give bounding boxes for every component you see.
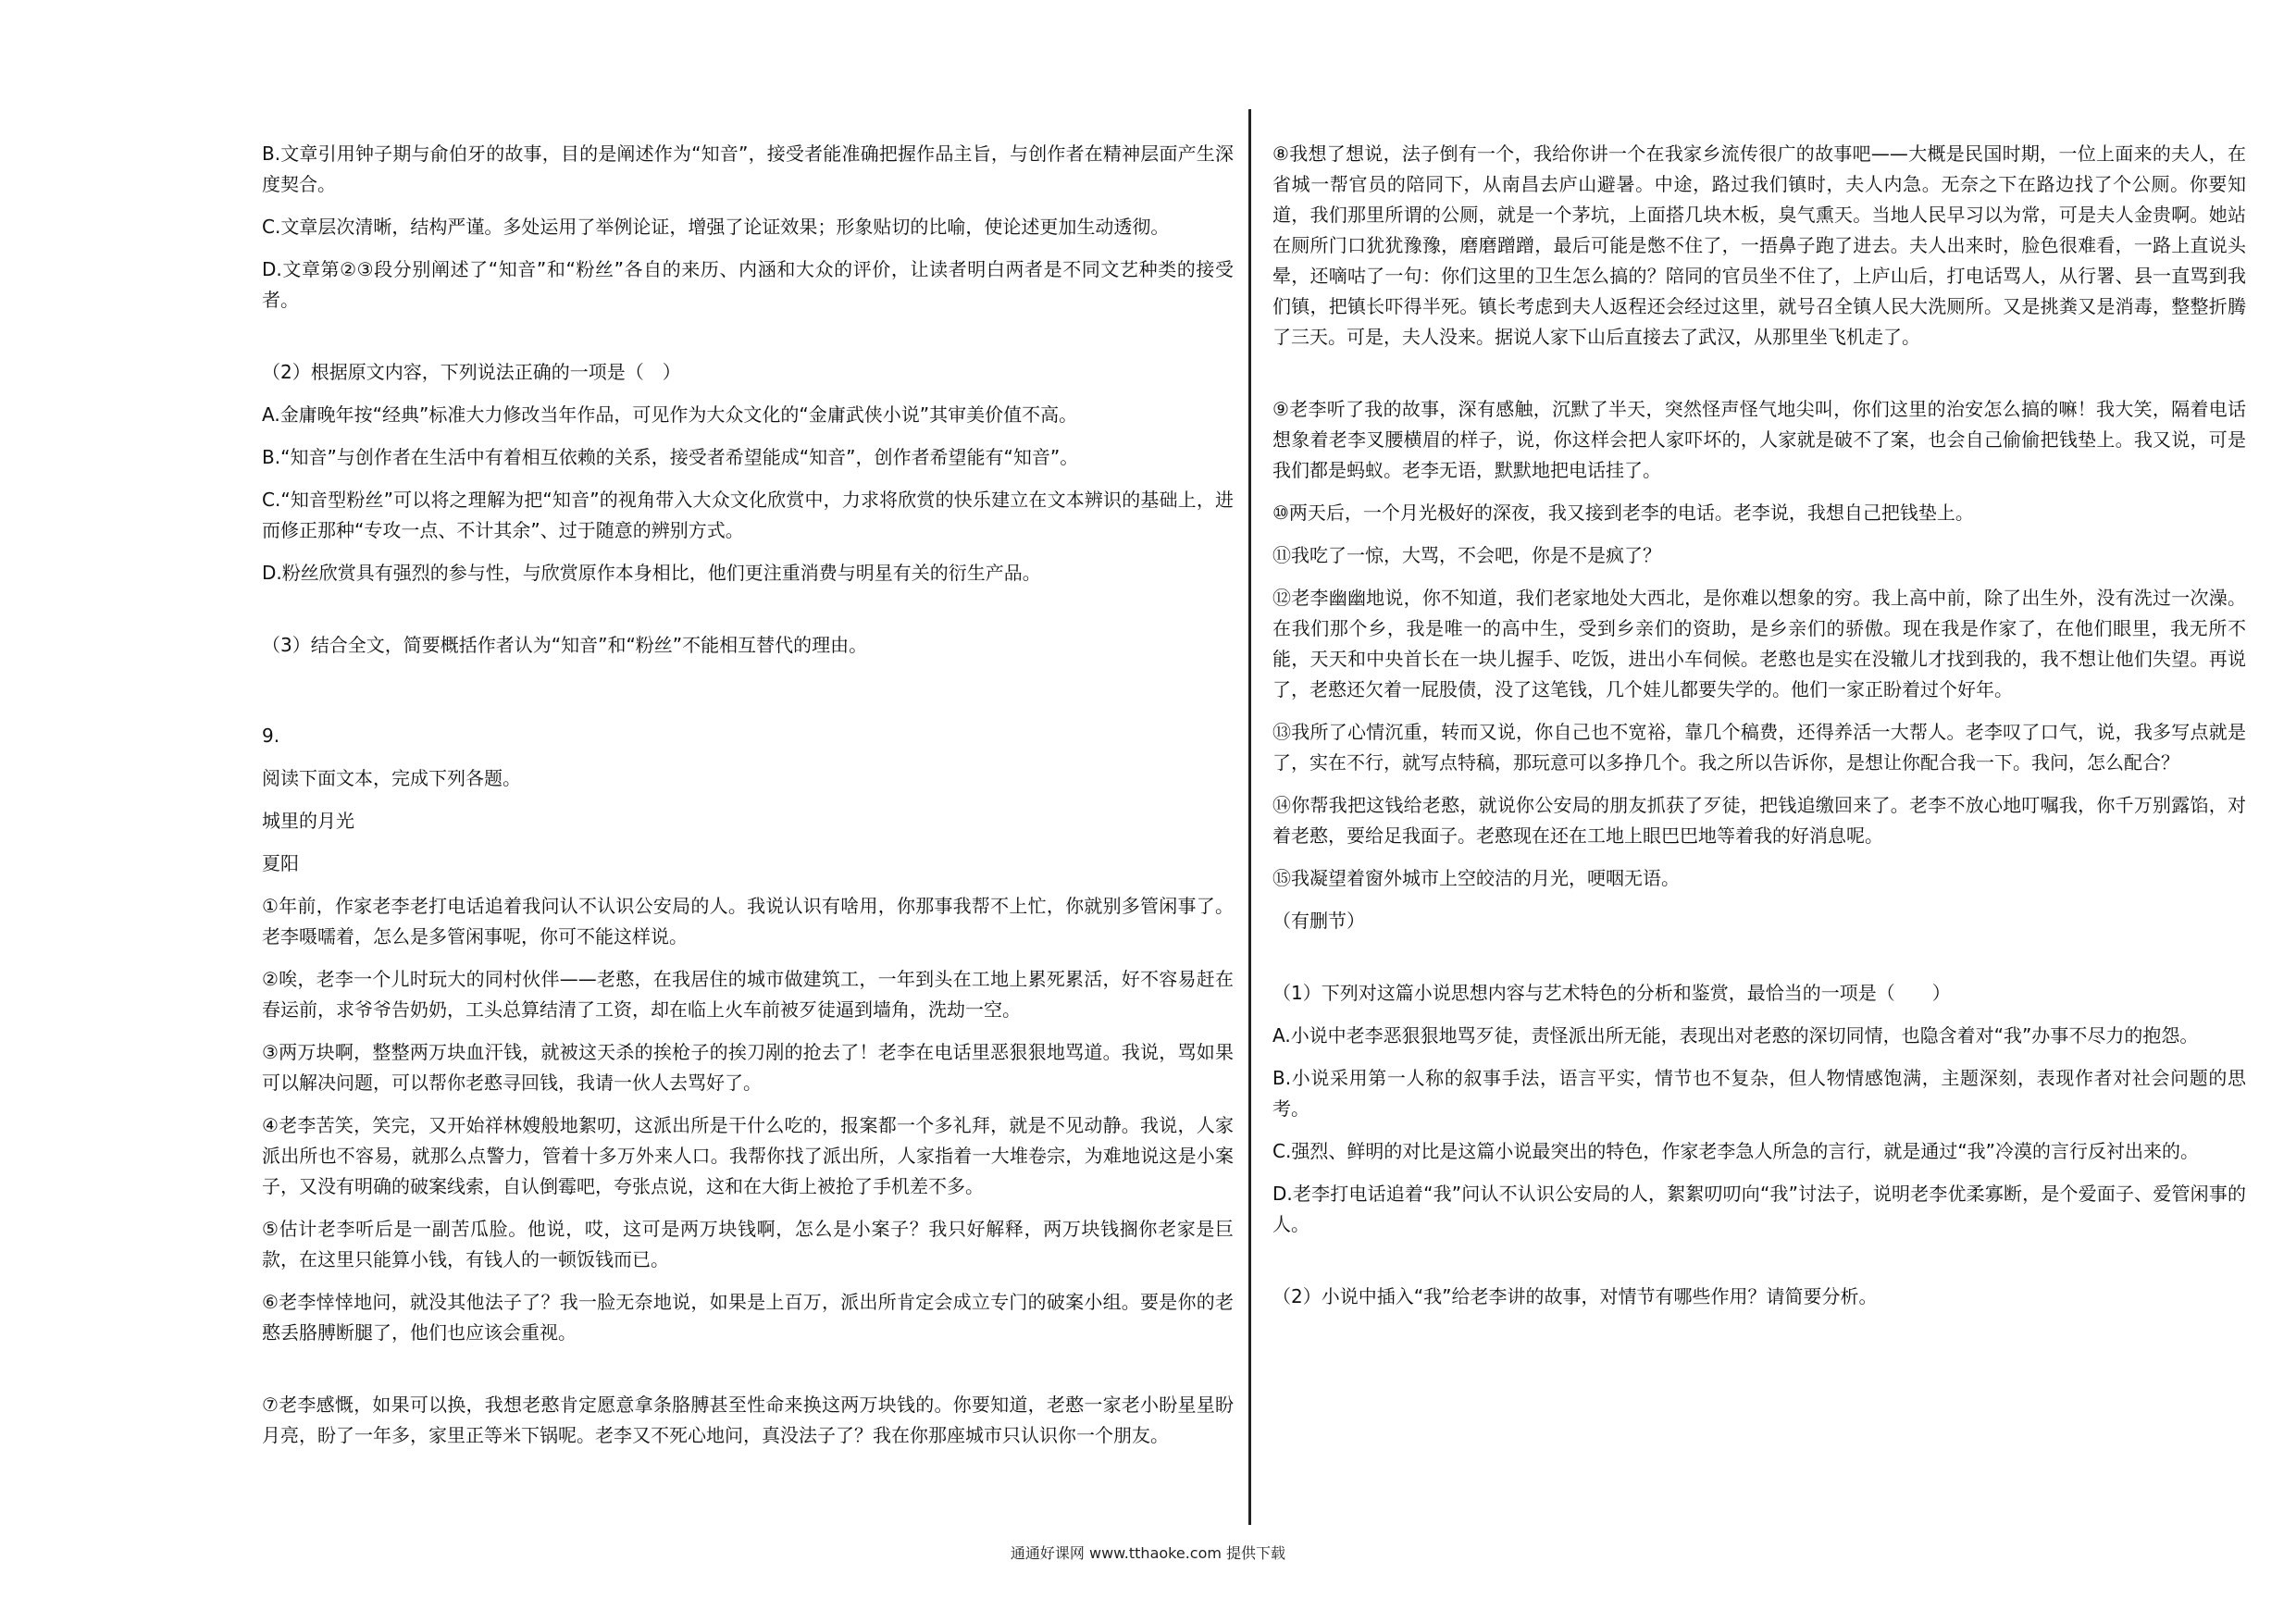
column-divider: [1248, 109, 1251, 1525]
story-paragraph-13: ⑬我所了心情沉重，转而又说，你自己也不宽裕，靠几个稿费，还得养活一大帮人。老李叹了口气，说，我多写点就是了，实在不行，就写点特稿，那玩意可以多挣几个。我之所以告诉你，是想让你配合我一下。我问，怎么配合？: [1272, 721, 2246, 774]
abridged-note: （有删节）: [1272, 910, 1365, 932]
story-paragraph-10: ⑩两天后，一个月光极好的深夜，我又接到老李的电话。老李说，我想自己把钱垫上。: [1272, 502, 1974, 524]
story-paragraph-3: ③两万块啊，整整两万块血汗钱，就被这天杀的挨枪子的挨刀剐的抢去了！老李在电话里恶狠狠地骂道。我说，骂如果可以解决问题，可以帮你老憨寻回钱，我请一伙人去骂好了。: [262, 1041, 1234, 1094]
question-2-stem: （2）根据原文内容，下列说法正确的一项是（ ）: [262, 361, 681, 383]
question-2-option-d: D.粉丝欣赏具有强烈的参与性，与欣赏原作本身相比，他们更注重消费与明星有关的衍生产品。: [262, 562, 1041, 584]
story-paragraph-8: ⑧我想了想说，法子倒有一个，我给你讲一个在我家乡流传很广的故事吧——大概是民国时期，一位上面来的夫人，在省城一帮官员的陪同下，从南昌去庐山避暑。中途，路过我们镇时，夫人内急。无奈之下在路边找了个公厕。你要知道，我们那里所谓的公厕，就是一个茅坑，上面搭几块木板，臭气熏天。当地人民早习以为常，可是夫人金贵啊。她站在厕所门口犹犹豫豫，磨磨蹭蹭，最后可能是憋不住了，一捂鼻子跑了进去。夫人出来时，脸色很难看，一路上直说头晕，还嘀咕了一句：你们这里的卫生怎么搞的？陪同的官员坐不住了，上庐山后，打电话骂人，从行署、县一直骂到我们镇，把镇长吓得半死。镇长考虑到夫人返程还会经过这里，就号召全镇人民大洗厕所。又是挑粪又是消毒，整整折腾了三天。可是，夫人没来。据说人家下山后直接去了武汉，从那里坐飞机走了。: [1272, 142, 2246, 348]
reading-question-1-stem: （1）下列对这篇小说思想内容与艺术特色的分析和鉴赏，最恰当的一项是（ ）: [1272, 982, 1951, 1004]
story-paragraph-6: ⑥老李悻悻地问，就没其他法子了？我一脸无奈地说，如果是上百万，派出所肯定会成立专门的破案小组。要是你的老憨丢胳膊断腿了，他们也应该会重视。: [262, 1291, 1234, 1344]
option-b: B.文章引用钟子期与俞伯牙的故事，目的是阐述作为“知音”，接受者能准确把握作品主旨，与创作者在精神层面产生深度契合。: [262, 142, 1234, 195]
reading-question-2-stem: （2）小说中插入“我”给老李讲的故事，对情节有哪些作用？请简要分析。: [1272, 1285, 1878, 1307]
story-paragraph-9: ⑨老李听了我的故事，深有感触，沉默了半天，突然怪声怪气地尖叫，你们这里的治安怎么搞的嘛！我大笑，隔着电话想象着老李叉腰横眉的样子，说，你这样会把人家吓坏的，人家就是破不了案，也会自己偷偷把钱垫上。我又说，可是我们都是蚂蚁。老李无语，默默地把电话挂了。: [1272, 398, 2246, 481]
story-paragraph-14: ⑭你帮我把这钱给老憨，就说你公安局的朋友抓获了歹徒，把钱追缴回来了。老李不放心地叮嘱我，你千万别露馅，对着老憨，要给足我面子。老憨现在还在工地上眼巴巴地等着我的好消息呢。: [1272, 794, 2246, 847]
question-9-number: 9.: [262, 725, 280, 747]
story-paragraph-15: ⑮我凝望着窗外城市上空皎洁的月光，哽咽无语。: [1272, 867, 1680, 889]
story-paragraph-1: ①年前，作家老李老打电话追着我问认不认识公安局的人。我说认识有啥用，你那事我帮不上忙，你就别多管闲事了。老李嗫嚅着，怎么是多管闲事呢，你可不能这样说。: [262, 895, 1234, 948]
left-column: [262, 139, 1234, 1463]
story-paragraph-7: ⑦老李感慨，如果可以换，我想老憨肯定愿意拿条胳膊甚至性命来换这两万块钱的。你要知道，老憨一家老小盼星星盼月亮，盼了一年多，家里正等米下锅呢。老李又不死心地问，真没法子了？我在你那座城市只认识你一个朋友。: [262, 1394, 1234, 1446]
story-paragraph-11: ⑪我吃了一惊，大骂，不会吧，你是不是疯了？: [1272, 544, 1661, 566]
question-2-option-c: C.“知音型粉丝”可以将之理解为把“知音”的视角带入大众文化欣赏中，力求将欣赏的快乐建立在文本辨识的基础上，进而修正那种“专攻一点、不计其余”、过于随意的辨别方式。: [262, 489, 1234, 541]
question-2-option-b: B.“知音”与创作者在生活中有着相互依赖的关系，接受者希望能成“知音”，创作者希望能有“知音”。: [262, 446, 1079, 468]
reading-question-1-option-b: B.小说采用第一人称的叙事手法，语言平实，情节也不复杂，但人物情感饱满，主题深刻，表现作者对社会问题的思考。: [1272, 1067, 2246, 1120]
question-2-option-a: A.金庸晚年按“经典”标准大力修改当年作品，可见作为大众文化的“金庸武侠小说”其审美价值不高。: [262, 403, 1078, 426]
option-c: C.文章层次清晰，结构严谨。多处运用了举例论证，增强了论证效果；形象贴切的比喻，使论述更加生动透彻。: [262, 216, 1170, 238]
right-column: [1272, 139, 2246, 1324]
reading-question-1-option-a: A.小说中老李恶狠狠地骂歹徒，责怪派出所无能，表现出对老憨的深切同情，也隐含着对“我”办事不尽力的抱怨。: [1272, 1024, 2199, 1047]
page-footer: 通通好课网 www.tthaoke.com 提供下载: [1010, 1544, 1286, 1562]
story-paragraph-4: ④老李苦笑，笑完，又开始祥林嫂般地絮叨，这派出所是干什么吃的，报案都一个多礼拜，就是不见动静。我说，人家派出所也不容易，就那么点警力，管着十多万外来人口。我帮你找了派出所，人家指着一大堆卷宗，为难地说这是小案子，又没有明确的破案线索，自认倒霉吧，夸张点说，这和在大街上被抢了手机差不多。: [262, 1114, 1234, 1197]
story-paragraph-5: ⑤估计老李听后是一副苦瓜脸。他说，哎，这可是两万块钱啊，怎么是小案子？我只好解释，两万块钱搁你老家是巨款，在这里只能算小钱，有钱人的一顿饭钱而已。: [262, 1218, 1234, 1270]
story-author: 夏阳: [262, 852, 299, 874]
reading-question-1-option-c: C.强烈、鲜明的对比是这篇小说最突出的特色，作家老李急人所急的言行，就是通过“我”冷漠的言行反衬出来的。: [1272, 1140, 2200, 1162]
story-paragraph-12: ⑫老李幽幽地说，你不知道，我们老家地处大西北，是你难以想象的穷。我上高中前，除了出生外，没有洗过一次澡。在我们那个乡，我是唯一的高中生，受到乡亲们的资助，是乡亲们的骄傲。现在我是作家了，在他们眼里，我无所不能，天天和中央首长在一块儿握手、吃饭，进出小车伺候。老憨也是实在没辙儿才找到我的，我不想让他们失望。再说了，老憨还欠着一屁股债，没了这笔钱，几个娃儿都要失学的。他们一家正盼着过个好年。: [1272, 587, 2246, 700]
question-3-stem: （3）结合全文，简要概括作者认为“知音”和“粉丝”不能相互替代的理由。: [262, 634, 868, 656]
story-paragraph-2: ②唉，老李一个儿时玩大的同村伙伴——老憨，在我居住的城市做建筑工，一年到头在工地上累死累活，好不容易赶在春运前，求爷爷告奶奶，工头总算结清了工资，却在临上火车前被歹徒逼到墙角，洗劫一空。: [262, 968, 1234, 1021]
reading-question-1-option-d: D.老李打电话追着“我”问认不认识公安局的人，絮絮叨叨向“我”讨法子，说明老李优柔寡断，是个爱面子、爱管闲事的人。: [1272, 1183, 2246, 1235]
question-9-instruction: 阅读下面文本，完成下列各题。: [262, 767, 521, 789]
option-d: D.文章第②③段分别阐述了“知音”和“粉丝”各自的来历、内涵和大众的评价，让读者明白两者是不同文艺种类的接受者。: [262, 258, 1234, 311]
story-title: 城里的月光: [262, 810, 354, 832]
